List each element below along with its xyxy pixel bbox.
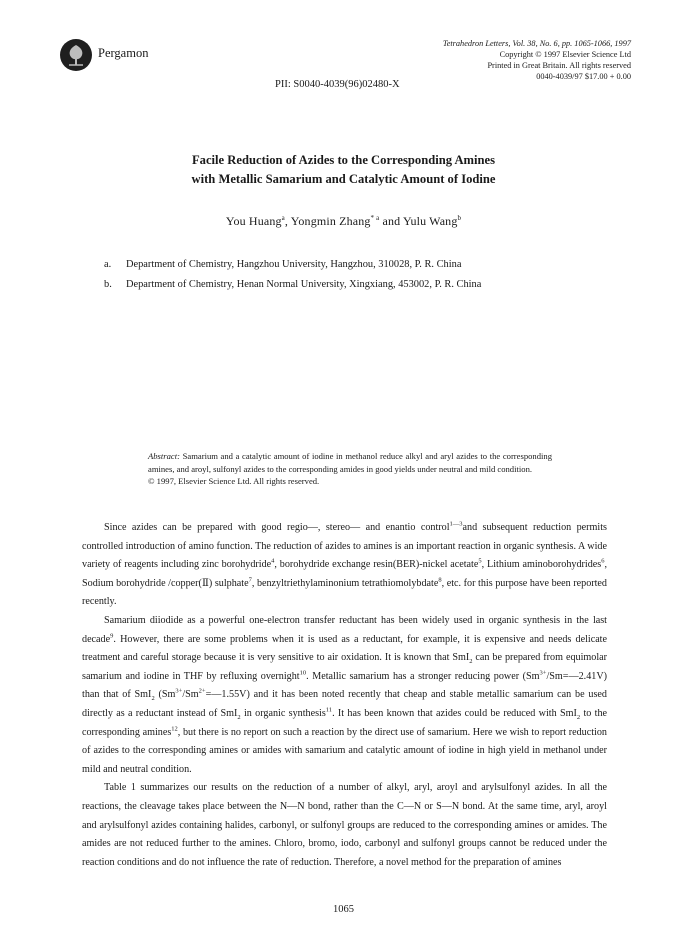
abstract <box>148 450 552 488</box>
text-run: in organic synthesis <box>240 707 326 719</box>
reference-mark: 4 <box>271 557 275 565</box>
reference-mark: 10 <box>299 669 307 677</box>
text-run: . It has been known that azides could be reduced with SmI <box>332 707 577 719</box>
superscript: 2+ <box>198 687 206 695</box>
text-run: , but there is no report on such a reaction by the direct use of samarium. Here we wish to report reduction of azides to the corresponding amines or amides with samarium and catalytic amount of iodine in high yield in methanol under mild and neutral condition. <box>82 726 607 775</box>
text-run: , Sodium borohydride /copper(Ⅱ) sulphate <box>82 559 607 589</box>
text-run: Since azides can be prepared with good regio—, stereo— and enantio control <box>104 522 450 533</box>
text-run: =—1.55V) and it has been noted recently that cheap and stable metallic samarium can be used directly as a reductant instead of SmI <box>82 689 607 719</box>
reference-mark: 9 <box>110 632 114 640</box>
issn-price: 0040-4039/97 $17.00 + 0.00 <box>536 72 631 81</box>
article-title <box>0 151 687 189</box>
text-run: and subsequent reduction permits controlled introduction of amino function. The reduction of azides to amines is an important reaction in organic synthesis. A wide variety of reagents including zinc borohydride <box>82 522 607 571</box>
text-run: Samarium diiodide as a powerful one-electron transfer reductant has been widely used in organic synthesis in the last decade <box>82 614 607 645</box>
abstract-label: Abstract: <box>148 451 180 461</box>
reference-mark: 7 <box>248 576 252 584</box>
publisher-name: Pergamon <box>98 46 149 60</box>
author-2: Yongmin Zhang <box>290 214 371 228</box>
subscript: 2 <box>237 713 241 721</box>
text-run: /Sm=—2.41V) than that of SmI <box>82 670 608 701</box>
author-1-affiliation-mark: a <box>281 214 285 222</box>
reference-mark: 6 <box>601 557 605 565</box>
reference-mark: 5 <box>478 557 482 565</box>
journal-info <box>351 38 631 82</box>
text-run: , etc. for this purpose have been reported recently. <box>82 577 607 608</box>
reference-mark: 8 <box>438 576 442 584</box>
affiliation-text: Department of Chemistry, Henan Normal University, Xingxiang, 453002, P. R. China <box>126 279 482 290</box>
text-run: . However, there are some problems when it is used as a reductant, for example, it is expensive and needs delicate treatment and careful storage because it is very sensitive to air oxidation. It is known that SmI <box>82 633 607 664</box>
journal-citation: Tetrahedron Letters, Vol. 38, No. 6, pp. 1065-1066, 1997 <box>442 39 631 48</box>
text-run: , Lithium aminoborohydrides <box>481 559 602 571</box>
affiliation-a <box>104 259 461 270</box>
reference-mark: 11 <box>325 706 333 714</box>
superscript: 3+ <box>175 687 183 695</box>
journal-copyright: Copyright © 1997 Elsevier Science Ltd <box>499 50 631 59</box>
text-run: , borohydride exchange resin(BER)-nickel acetate <box>274 559 479 571</box>
title-line-1: Facile Reduction of Azides to the Corresponding Amines <box>191 153 496 167</box>
paragraph-1 <box>82 519 607 612</box>
author-1: You Huang <box>225 214 282 228</box>
printed-line: Printed in Great Britain. All rights reserved <box>487 61 631 70</box>
affiliation-b <box>104 279 481 290</box>
paragraph-3: Table 1 summarizes our results on the reduction of a number of alkyl, aryl, aroyl and arylsulfonyl azides. In all the reactions, the cleavage takes place between the N—N bond, rather than the C—N or S—N bond. At the same time, aryl, aroyl and arylsulfonyl azides containing halides, carbonyl, or sulfonyl groups are reduced to the corresponding amines or amides. The amides are not reduced further to the amines. Chloro, bromo, iodo, carbonyl and sulfonyl groups cannot be reduced under the reaction conditions and do not influence the rate of reduction. Therefore, a novel method for the preparation of amines <box>82 782 607 868</box>
body-text <box>82 519 607 872</box>
author-list <box>0 214 687 229</box>
text-run: . Metallic samarium has a stronger reducing power (Sm <box>306 670 540 682</box>
text-run: to the corresponding amines <box>82 707 608 738</box>
subscript: 2 <box>469 658 473 666</box>
text-run: can be prepared from equimolar samarium and iodine in THF by refluxing overnight <box>82 652 607 682</box>
author-3: Yulu Wang <box>402 214 458 228</box>
author-separator: , <box>284 214 291 228</box>
abstract-copyright: © 1997, Elsevier Science Ltd. All rights reserved. <box>148 476 320 487</box>
affiliation-marker: a. <box>104 259 112 270</box>
pergamon-tree-emblem <box>60 39 92 71</box>
reference-mark: 1—3 <box>449 520 463 528</box>
subscript: 2 <box>151 695 155 703</box>
pii-identifier: PII: S0040-4039(96)02480-X <box>275 79 400 90</box>
affiliation-text: Department of Chemistry, Hangzhou University, Hangzhou, 310028, P. R. China <box>126 259 462 270</box>
abstract-text: Samarium and a catalytic amount of iodine in methanol reduce alkyl and aryl azides to the corresponding amines, and aroyl, sulfonyl azides to the corresponding amides in good yields under neutral and mild condition. <box>148 451 552 474</box>
subscript: 2 <box>576 713 581 721</box>
text-run: (Sm <box>154 689 176 701</box>
superscript: 3+ <box>539 669 547 677</box>
paragraph-2 <box>82 612 607 779</box>
author-separator: and <box>379 214 403 228</box>
text-run: /Sm <box>182 689 199 701</box>
pergamon-logo <box>60 39 92 71</box>
author-3-affiliation-mark: b <box>457 214 462 222</box>
reference-mark: 12 <box>171 725 178 733</box>
text-run: , benzyltriethylaminonium tetrathiomolybdate <box>251 577 439 589</box>
author-2-affiliation-mark: * a <box>370 214 380 222</box>
page-number: 1065 <box>333 904 354 915</box>
affiliation-marker: b. <box>104 279 112 290</box>
title-line-2: with Metallic Samarium and Catalytic Amount of Iodine <box>191 172 496 186</box>
